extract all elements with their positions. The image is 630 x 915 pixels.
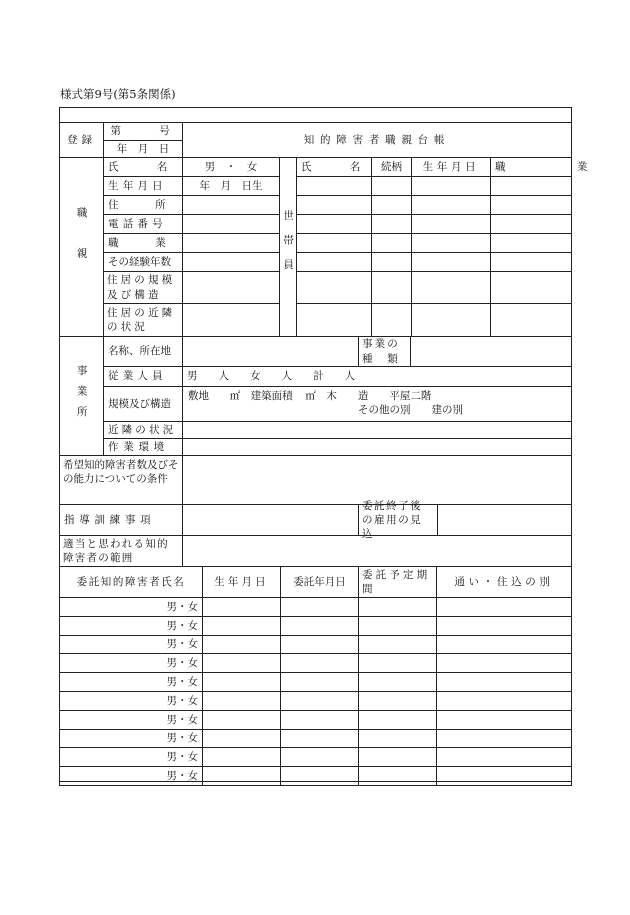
kibo-value: [182, 386, 572, 422]
kibo-area: ㎡ 建築面積: [229, 390, 293, 402]
setaiin-cell[interactable]: [490, 214, 572, 234]
jigyosho-side-label: 事業所: [59, 336, 104, 456]
jigyosho-name-value[interactable]: [182, 336, 359, 367]
itaku-row-cell[interactable]: [436, 653, 572, 673]
itaku-date-header: 委託年月日: [280, 566, 359, 598]
itaku-row-cell[interactable]: [280, 710, 359, 730]
setaiin-cell[interactable]: [490, 271, 572, 304]
itaku-row-cell[interactable]: [202, 710, 281, 730]
shokuoya-birth-label: 生年月日: [103, 176, 183, 196]
itaku-row-cell[interactable]: [280, 691, 359, 711]
setaiin-cell[interactable]: [296, 195, 372, 215]
setaiin-cell[interactable]: [490, 195, 572, 215]
shokuoya-housing-label: 住居の規模及び構造: [103, 271, 183, 304]
itaku-row-gender: 男・女: [59, 635, 203, 654]
setaiin-cell[interactable]: [411, 271, 491, 304]
setaiin-name-header: 氏 名: [296, 157, 372, 177]
setaiin-cell[interactable]: [411, 252, 491, 272]
itaku-row-cell[interactable]: [358, 597, 437, 617]
itaku-row-gender: 男・女: [59, 672, 203, 692]
kibo-structure: ㎡ 木 造 平屋二階: [305, 390, 432, 402]
setaiin-relation-header: 続柄: [371, 157, 412, 177]
setaiin-cell[interactable]: [296, 303, 372, 337]
registration-date: 年 月 日: [103, 140, 183, 158]
setaiin-cell[interactable]: [490, 252, 572, 272]
itaku-row-cell[interactable]: [358, 635, 437, 654]
setaiin-birth-header: 生年月日: [411, 157, 491, 177]
shido-value[interactable]: [182, 504, 359, 536]
setaiin-cell[interactable]: [371, 271, 412, 304]
setaiin-cell[interactable]: [490, 303, 572, 337]
itaku-row-gender: 男・女: [59, 616, 203, 636]
shokuoya-neighborhood-label: 住居の近隣の状況: [103, 303, 183, 337]
jugyoin-value: 男 人 女 人 計 人: [182, 366, 572, 387]
tekito-label: 適当と思われる知的障害者の範囲: [59, 535, 183, 567]
setaiin-cell[interactable]: [296, 271, 372, 304]
jigyo-shurui-value[interactable]: [410, 336, 572, 367]
shokuoya-phone-label: 電話番号: [103, 214, 183, 234]
registration-number: 第 号: [103, 122, 183, 141]
shokuoya-gender: 男 ・ 女: [182, 157, 280, 177]
itaku-row-cell[interactable]: [202, 635, 281, 654]
itaku-row-cell[interactable]: [202, 766, 281, 786]
shokuoya-birth-value: 年 月 日生: [182, 176, 280, 196]
itaku-birth-header: 生年月日: [202, 566, 281, 598]
itaku-name-header: 委託知的障害者氏名: [59, 566, 203, 598]
setaiin-cell[interactable]: [371, 195, 412, 215]
shokuoya-experience-value[interactable]: [182, 252, 280, 272]
setaiin-cell[interactable]: [296, 214, 372, 234]
itaku-row-cell[interactable]: [202, 691, 281, 711]
setaiin-cell[interactable]: [490, 233, 572, 253]
itaku-row-cell[interactable]: [436, 616, 572, 636]
kibo-joken-value[interactable]: [182, 455, 572, 505]
kibo-site: 敷地: [188, 390, 209, 402]
kibo-joken-label: 希望知的障害者数及びその能力についての条件: [59, 455, 183, 505]
setaiin-cell[interactable]: [411, 303, 491, 337]
setaiin-cell[interactable]: [296, 176, 372, 196]
itaku-row-cell[interactable]: [280, 635, 359, 654]
itaku-row-cell[interactable]: [358, 653, 437, 673]
itaku-row-cell[interactable]: [202, 672, 281, 692]
itaku-row-cell[interactable]: [358, 691, 437, 711]
sagyo-value[interactable]: [182, 438, 572, 456]
shokuoya-side-label: 職親: [59, 157, 104, 337]
jigyosho-kinrin-label: 近隣の状況: [103, 421, 183, 439]
itaku-row-gender: 男・女: [59, 653, 203, 673]
itaku-row-cell[interactable]: [280, 616, 359, 636]
itaku-period-header: 委託予定期 間: [358, 566, 437, 598]
itaku-row-gender: 男・女: [59, 691, 203, 711]
itaku-row-cell[interactable]: [436, 691, 572, 711]
itaku-shuryo-value[interactable]: [437, 504, 572, 536]
shokuoya-phone-value[interactable]: [182, 214, 280, 234]
itaku-row-cell[interactable]: [436, 766, 572, 786]
setaiin-side-label: 世帯員: [279, 157, 297, 337]
setaiin-cell[interactable]: [411, 233, 491, 253]
itaku-type-header: 通い・住込の別: [436, 566, 572, 598]
jugyoin-label: 従業人員: [103, 366, 183, 387]
itaku-row-cell[interactable]: [358, 616, 437, 636]
setaiin-cell[interactable]: [371, 303, 412, 337]
itaku-row-cell[interactable]: [358, 729, 437, 748]
itaku-row-gender: 男・女: [59, 766, 203, 786]
setaiin-cell[interactable]: [296, 233, 372, 253]
setaiin-cell[interactable]: [411, 195, 491, 215]
setaiin-cell[interactable]: [371, 214, 412, 234]
jigyosho-kinrin-value[interactable]: [182, 421, 572, 439]
setaiin-cell[interactable]: [411, 176, 491, 196]
itaku-row-cell[interactable]: [280, 653, 359, 673]
tekito-value[interactable]: [182, 535, 572, 567]
itaku-row-cell[interactable]: [436, 597, 572, 617]
itaku-row-cell[interactable]: [436, 747, 572, 767]
setaiin-cell[interactable]: [371, 233, 412, 253]
itaku-row-cell[interactable]: [436, 672, 572, 692]
itaku-row-cell[interactable]: [358, 747, 437, 767]
itaku-row-cell[interactable]: [436, 635, 572, 654]
itaku-row-cell[interactable]: [280, 766, 359, 786]
setaiin-cell[interactable]: [371, 176, 412, 196]
form-caption: 様式第9号(第5条関係): [60, 87, 176, 101]
itaku-row-cell[interactable]: [280, 729, 359, 748]
itaku-row-cell[interactable]: [358, 766, 437, 786]
shokuoya-experience-label: その経験年数: [103, 252, 183, 272]
kibo-label: 規模及び構造: [103, 386, 183, 422]
itaku-row-cell[interactable]: [280, 597, 359, 617]
itaku-row-cell[interactable]: [202, 653, 281, 673]
kibo-line2: その他の別 建の別: [358, 404, 463, 417]
shokuoya-name-label: 氏 名: [103, 157, 183, 177]
itaku-row-gender: 男・女: [59, 747, 203, 767]
itaku-row-cell[interactable]: [358, 710, 437, 730]
itaku-row-cell[interactable]: [202, 616, 281, 636]
itaku-row-cell[interactable]: [436, 729, 572, 748]
itaku-row-cell[interactable]: [280, 747, 359, 767]
setaiin-cell[interactable]: [296, 252, 372, 272]
shokuoya-job-value[interactable]: [182, 233, 280, 253]
itaku-row-cell[interactable]: [436, 710, 572, 730]
setaiin-cell[interactable]: [490, 176, 572, 196]
itaku-row-cell[interactable]: [202, 747, 281, 767]
jigyo-shurui-label: 事業の種 類: [358, 336, 411, 367]
shokuoya-neighborhood-value[interactable]: [182, 303, 280, 337]
setaiin-job-header: 職 業: [490, 157, 572, 177]
itaku-row-cell[interactable]: [202, 729, 281, 748]
itaku-shuryo-label: 委託終了後の雇用の見込: [358, 504, 438, 536]
shido-label: 指導訓練事項: [59, 504, 183, 536]
shokuoya-job-label: 職 業: [103, 233, 183, 253]
shokuoya-address-label: 住 所: [103, 195, 183, 215]
shokuoya-housing-value[interactable]: [182, 271, 280, 304]
setaiin-cell[interactable]: [371, 252, 412, 272]
itaku-row-gender: 男・女: [59, 597, 203, 617]
itaku-row-gender: 男・女: [59, 729, 203, 748]
itaku-row-cell[interactable]: [280, 672, 359, 692]
itaku-row-gender: 男・女: [59, 710, 203, 730]
itaku-row-cell[interactable]: [358, 672, 437, 692]
jigyosho-name-label: 名称、所在地: [103, 336, 183, 367]
page-title: 知的障害者職親台帳: [182, 122, 572, 158]
toroku-label: 登録: [59, 122, 104, 158]
setaiin-cell[interactable]: [411, 214, 491, 234]
shokuoya-address-value[interactable]: [182, 195, 280, 215]
itaku-row-cell[interactable]: [202, 597, 281, 617]
sagyo-label: 作業環境: [103, 438, 183, 456]
